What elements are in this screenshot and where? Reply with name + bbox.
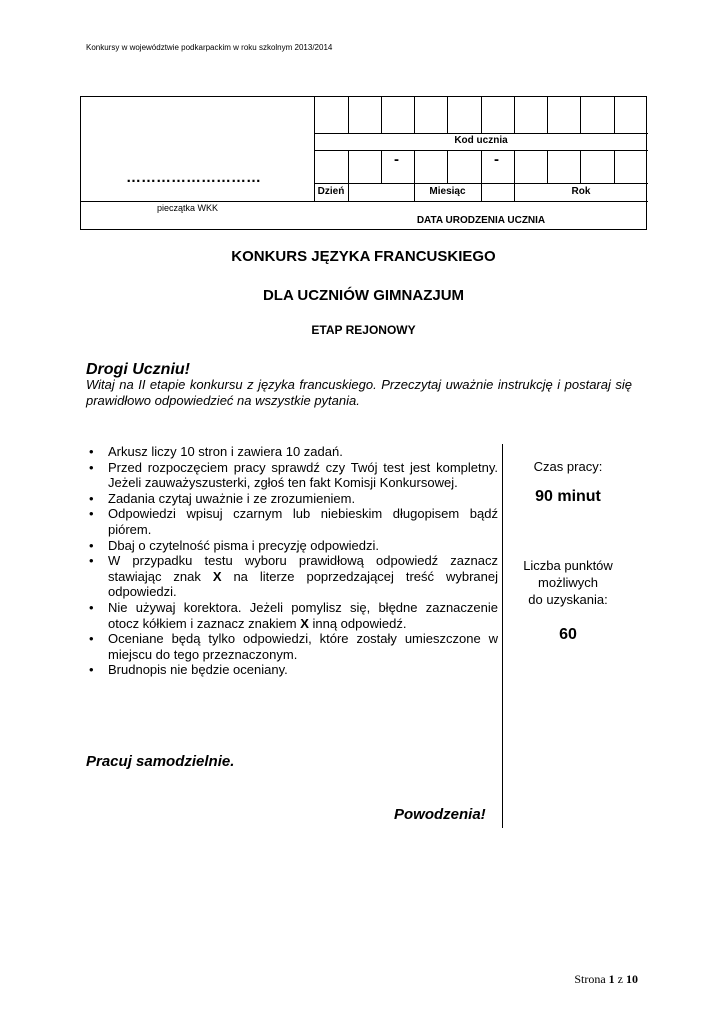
list-item: • Oceniane będą tylko odpowiedzi, które zostały umieszczone w miejscu do tego przeznaczonym. — [89, 631, 498, 662]
intro-text: Witaj na II etapie konkursu z języka francuskiego. Przeczytaj uważnie instrukcję i postaraj się prawidłowo odpowiedzieć na wszystkie pytania. — [86, 377, 632, 408]
list-item: • Zadania czytaj uważnie i ze zrozumieniem. — [89, 490, 356, 506]
date-dash-1: - — [394, 151, 399, 168]
greeting: Drogi Uczniu! — [86, 361, 190, 378]
day-label: Dzień — [317, 186, 345, 197]
stamp-label: pieczątka WKK — [157, 203, 219, 213]
list-item: • Brudnopis nie będzie oceniany. — [89, 662, 288, 678]
contest-stage: ETAP REJONOWY — [311, 323, 416, 337]
header-line: Konkursy w województwie podkarpackim w roku szkolnym 2013/2014 — [86, 43, 333, 52]
list-item: • Przed rozpoczęciem pracy sprawdź czy Twój test jest kompletny. Jeżeli zauważyszusterki, zgłoś ten fakt Komisji Konkursowej. — [89, 459, 498, 491]
student-code-label: Kod ucznia — [454, 135, 508, 146]
time-value: 90 minut — [535, 488, 601, 505]
list-item: • Arkusz liczy 10 stron i zawiera 10 zadań. — [89, 444, 343, 459]
year-label: Rok — [571, 186, 591, 197]
instructions-list — [88, 444, 498, 678]
list-item: • Nie używaj korektora. Jeżeli pomylisz się, błędne zaznaczenie otocz kółkiem i zaznacz znakiem X inną odpowiedź. — [89, 599, 498, 631]
contest-title: KONKURS JĘZYKA FRANCUSKIEGO — [231, 248, 496, 265]
column-divider — [502, 444, 503, 828]
closing-text: Pracuj samodzielnie. — [86, 753, 235, 770]
month-label: Miesiąc — [429, 186, 466, 197]
list-item: • W przypadku testu wyboru prawidłową odpowiedź zaznacz stawiając znak X na literze poprzedzającej treść wybranej odpowiedzi. — [89, 553, 499, 600]
page-number: Strona 1 z 10 — [574, 972, 638, 986]
points-label-2: możliwych — [538, 575, 598, 590]
points-label-1: Liczba punktów — [523, 558, 613, 573]
points-value: 60 — [559, 626, 577, 643]
date-dash-2: - — [494, 151, 499, 168]
contest-subtitle: DLA UCZNIÓW GIMNAZJUM — [262, 287, 465, 304]
list-item: • Dbaj o czytelność pisma i precyzję odpowiedzi. — [89, 537, 379, 553]
points-label-3: do uzyskania: — [528, 592, 608, 607]
time-label: Czas pracy: — [533, 459, 603, 474]
birth-date-label: DATA URODZENIA UCZNIA — [416, 215, 546, 226]
stamp-placeholder: ……………………… — [126, 169, 261, 186]
good-luck-text: Powodzenia! — [394, 806, 486, 823]
list-item: • Odpowiedzi wpisuj czarnym lub niebieskim długopisem bądź piórem. — [89, 506, 498, 537]
